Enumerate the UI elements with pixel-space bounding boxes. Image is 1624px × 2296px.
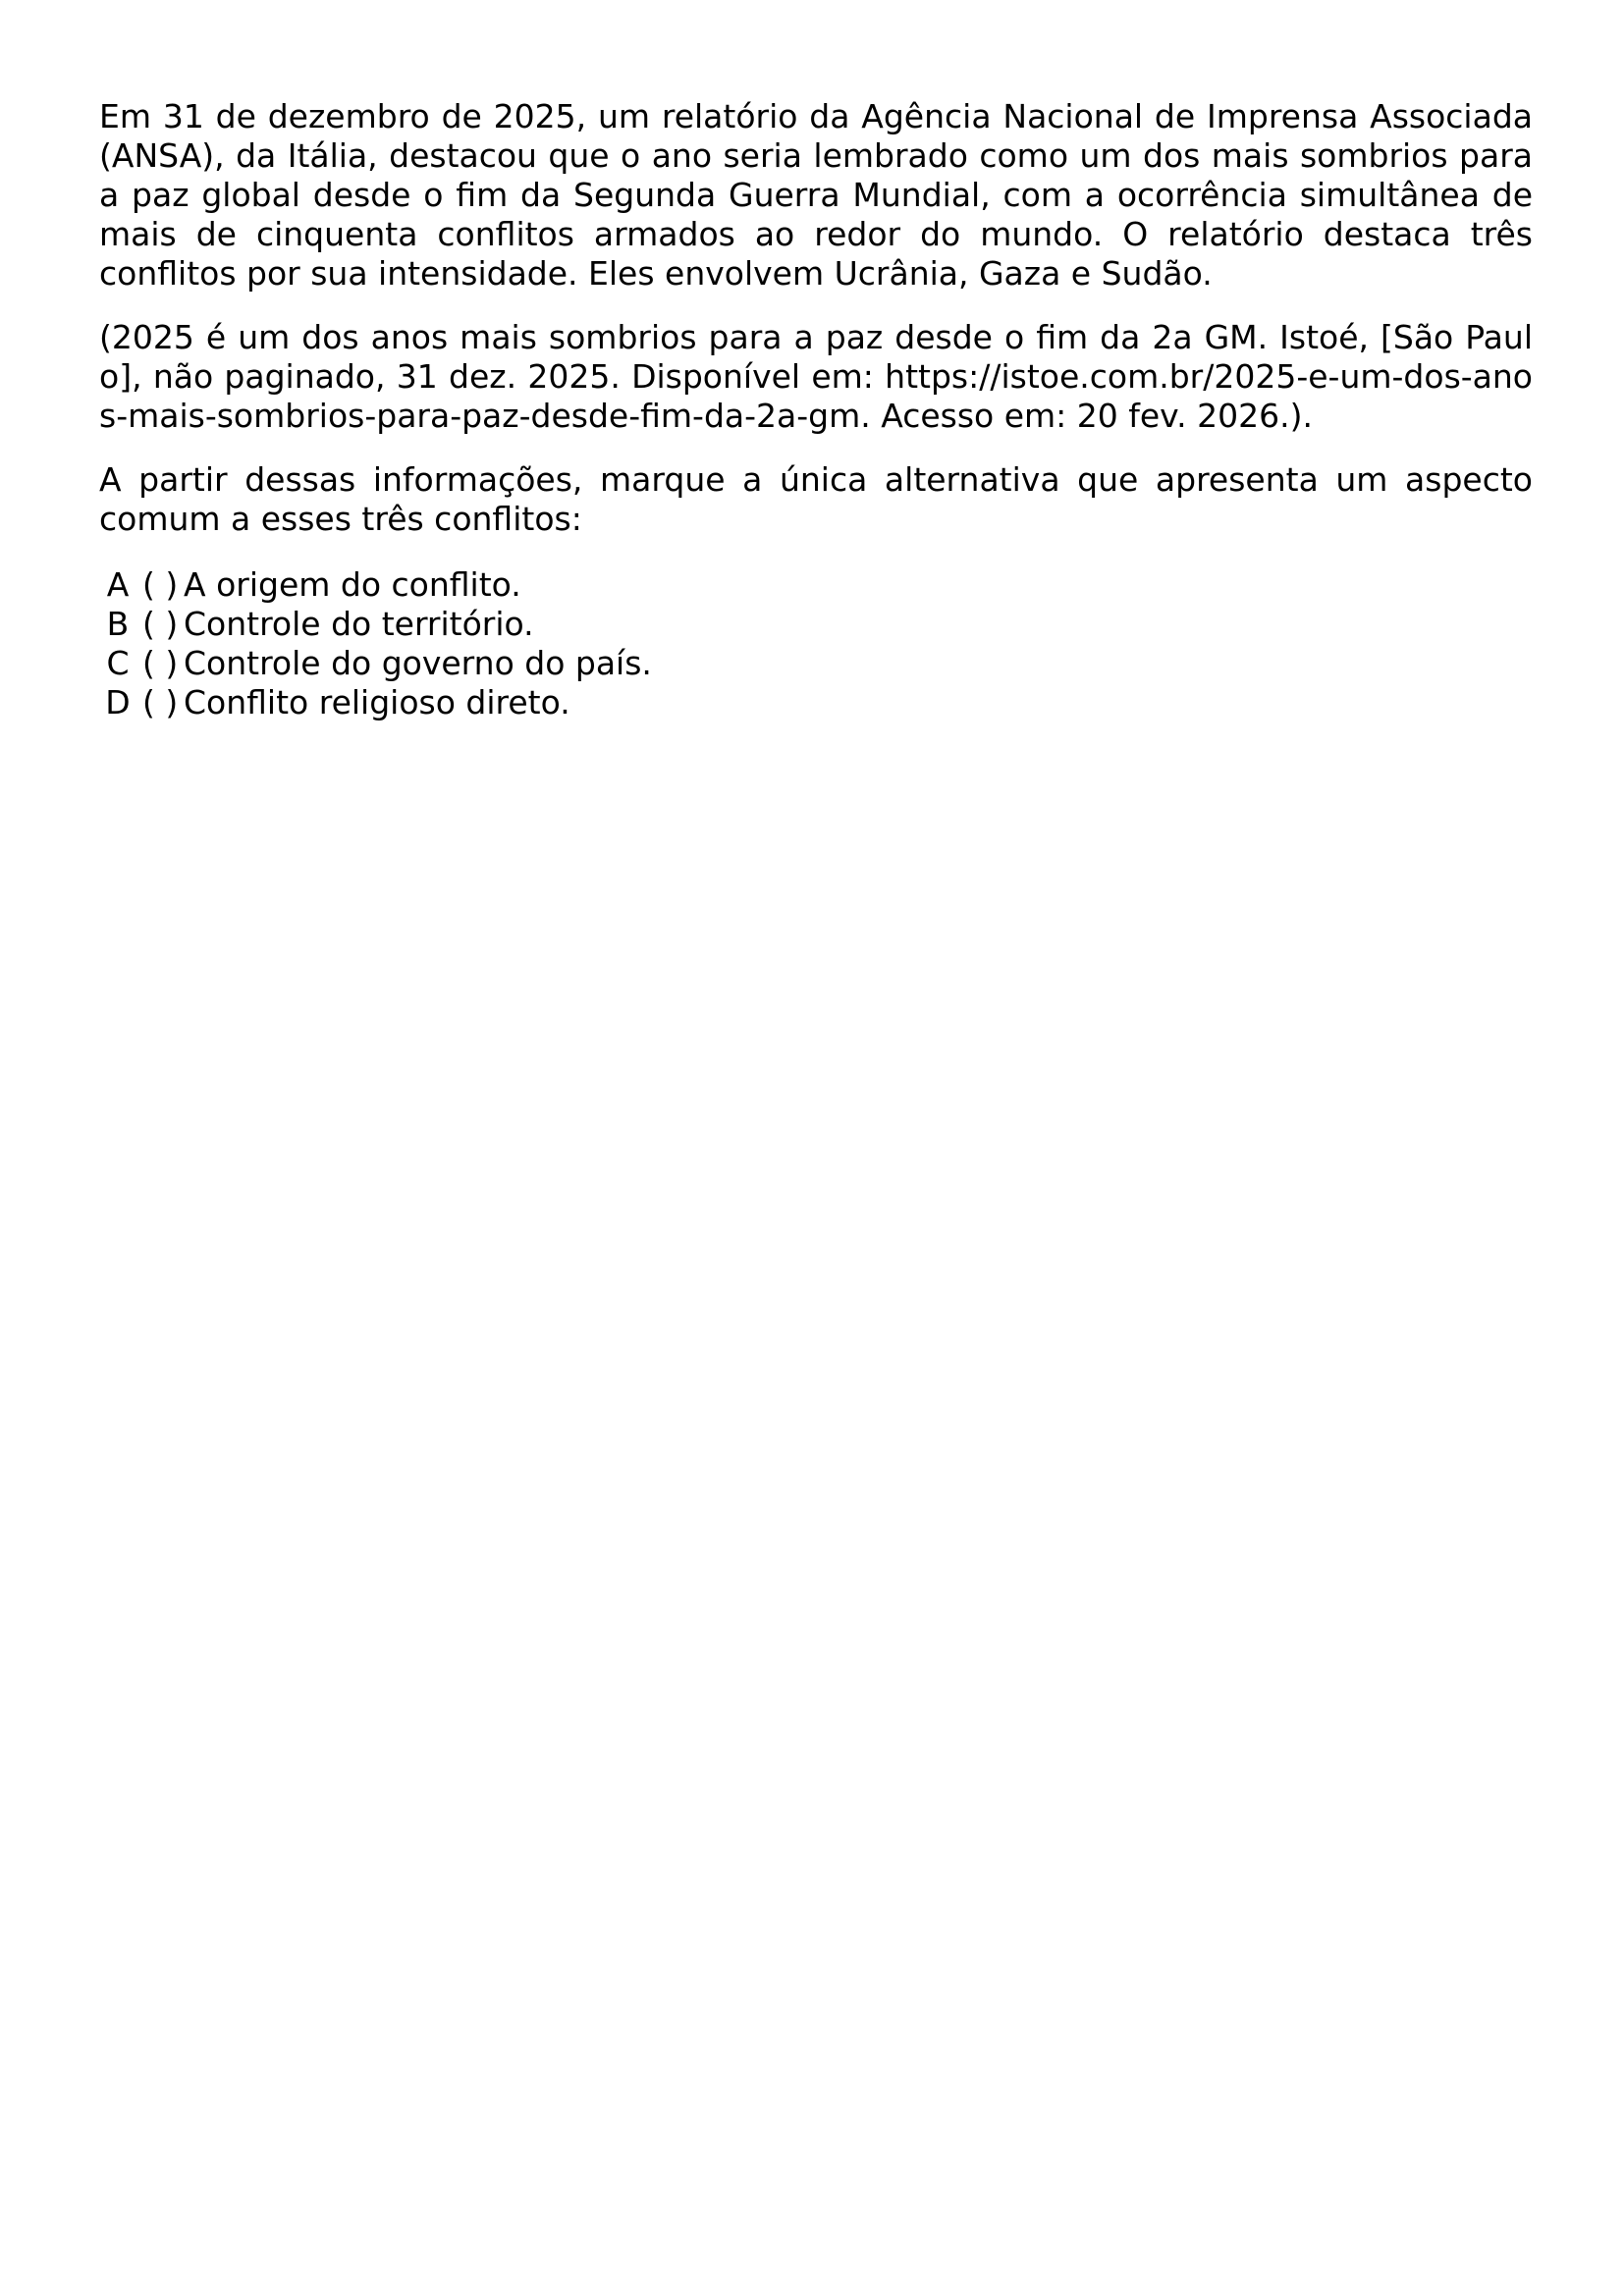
document-page — [99, 97, 1533, 738]
answer-options — [99, 565, 1533, 722]
option-text: Controle do governo do país. — [184, 644, 652, 682]
option-c[interactable] — [99, 644, 1533, 683]
option-checkbox[interactable]: ( ) — [142, 605, 179, 643]
question-prompt: A partir dessas informações, marque a única alternativa que apresenta um aspecto comum a esses três conflitos: — [99, 460, 1533, 538]
option-text: A origem do conflito. — [184, 565, 521, 604]
option-text: Controle do território. — [184, 605, 534, 643]
option-checkbox[interactable]: ( ) — [142, 683, 179, 721]
statement-paragraph: Em 31 de dezembro de 2025, um relatório da Agência Nacional de Imprensa Associada (ANSA), da Itália, destacou que o ano seria lembrado como um dos mais sombrios para a paz global desde o fim da Segunda Guerra Mundial, com a ocorrência simultânea de mais de cinquenta conflitos armados ao redor do mundo. O relatório destaca três conflitos por sua intensidade. Eles envolvem Ucrânia, Gaza e Sudão. — [99, 97, 1533, 293]
option-text: Conflito religioso direto. — [184, 683, 570, 721]
source-citation: (2025 é um dos anos mais sombrios para a paz desde o fim da 2a GM. Istoé, [São Paulo], não paginado, 31 dez. 2025. Disponível em: https://istoe.com.br/2025-e-um-dos-anos-mais-sombrios-para-paz-desde-fim-da-2a-gm. Acesso em: 20 fev. 2026.). — [99, 318, 1533, 435]
option-letter: B — [106, 605, 130, 643]
option-d[interactable] — [99, 683, 1533, 722]
option-letter: A — [106, 565, 130, 604]
option-b[interactable] — [99, 605, 1533, 644]
option-letter: D — [105, 683, 131, 721]
option-a[interactable] — [99, 565, 1533, 605]
option-checkbox[interactable]: ( ) — [142, 565, 179, 604]
option-letter: C — [106, 644, 130, 682]
option-checkbox[interactable]: ( ) — [142, 644, 179, 682]
